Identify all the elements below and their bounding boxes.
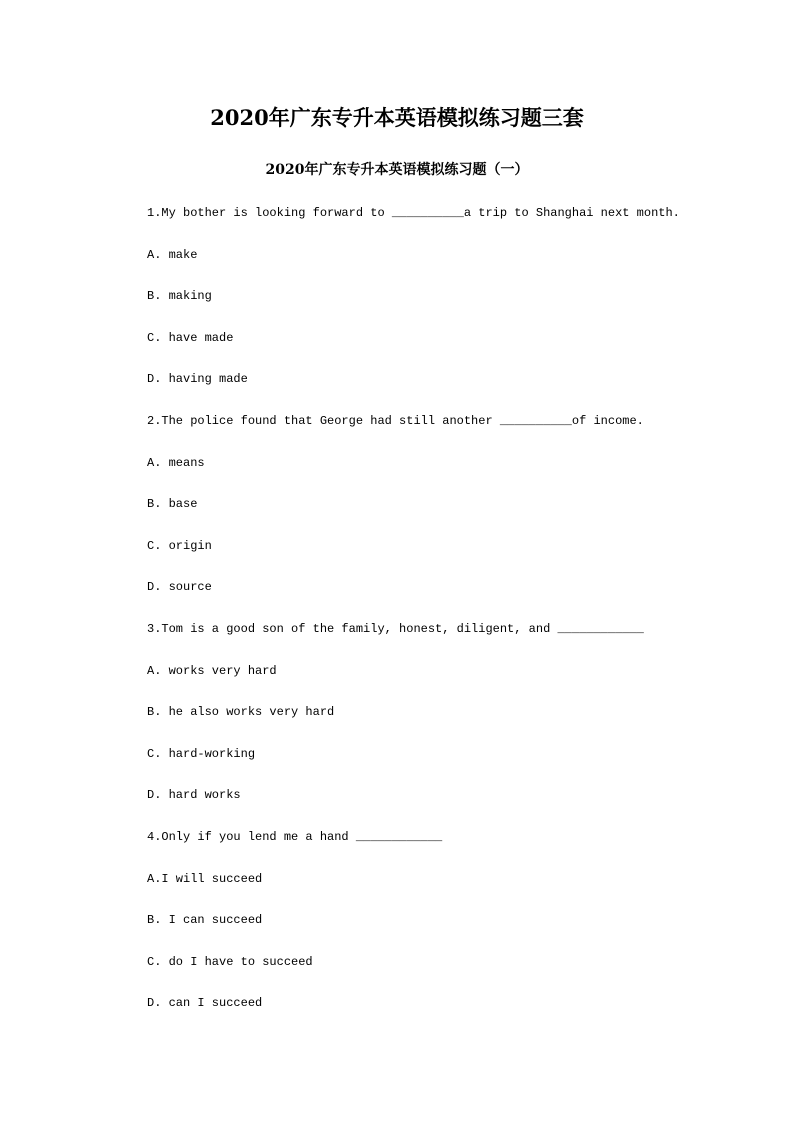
q3-option-d: D. hard works — [147, 788, 241, 803]
q2-option-a: A. means — [147, 455, 205, 470]
q1-option-c: C. have made — [147, 330, 234, 345]
q3-option-c: C. hard-working — [147, 746, 256, 761]
question-stem-4: 4.Only if you lend me a hand ____________ — [147, 829, 443, 844]
q1-option-a: A. make — [147, 247, 198, 262]
q1-option-d: D. having made — [147, 372, 248, 387]
document-title: 2020年广东专升本英语模拟练习题三套 — [210, 105, 584, 130]
document-subtitle: 2020年广东专升本英语模拟练习题（一） — [265, 162, 529, 178]
question-stem-3: 3.Tom is a good son of the family, honest, diligent, and ____________ — [147, 621, 644, 636]
q1-option-b: B. making — [147, 289, 212, 304]
q2-option-d: D. source — [147, 580, 212, 595]
q4-option-c: C. do I have to succeed — [147, 954, 313, 969]
q4-option-a: A.I will succeed — [147, 871, 263, 886]
q3-option-b: B. he also works very hard — [147, 705, 335, 720]
q2-option-c: C. origin — [147, 538, 212, 553]
question-stem-1: 1.My bother is looking forward to __________a trip to Shanghai next month. — [147, 206, 680, 220]
q4-option-d: D. can I succeed — [147, 996, 263, 1011]
q4-option-b: B. I can succeed — [147, 913, 263, 928]
q3-option-a: A. works very hard — [147, 663, 277, 678]
question-stem-2: 2.The police found that George had still another __________of income. — [147, 413, 644, 428]
q2-option-b: B. base — [147, 497, 198, 512]
question-list — [147, 203, 747, 1035]
